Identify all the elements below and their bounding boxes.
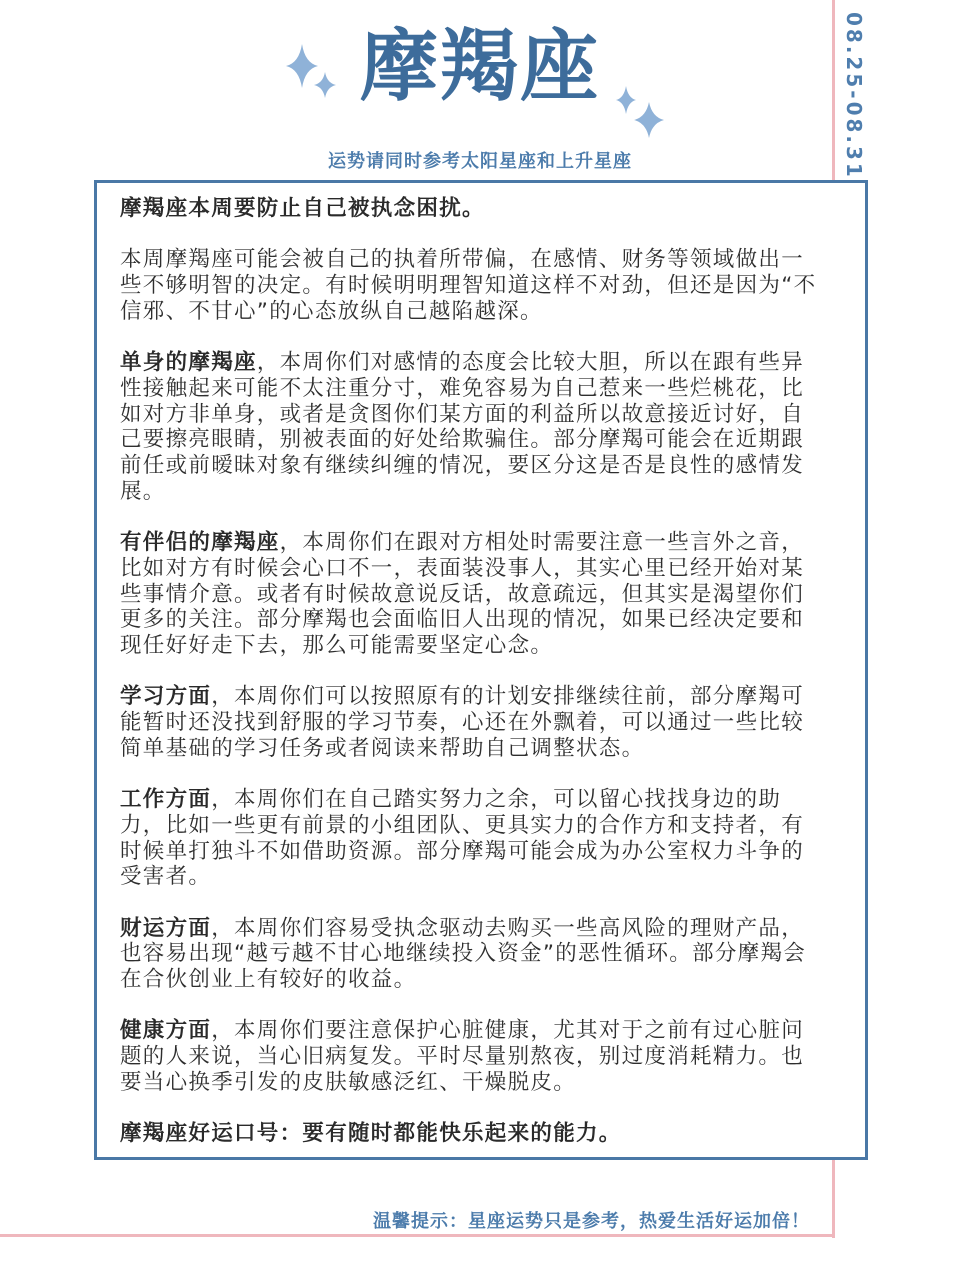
section-health bbox=[120, 1018, 820, 1095]
section-partnered bbox=[120, 530, 820, 659]
slogan-line: 摩羯座好运口号：要有随时都能快乐起来的能力。 bbox=[120, 1121, 622, 1147]
subtitle: 运势请同时参考太阳星座和上升星座 bbox=[328, 151, 632, 172]
section-heading: 单身的摩羯座 bbox=[120, 350, 257, 376]
sparkle-small-left-icon bbox=[314, 72, 336, 98]
section-heading: 健康方面 bbox=[120, 1018, 212, 1044]
section-text: ，本周你们在自己踏实努力之余，可以留心找找身边的助力，比如一些更有前景的小组团队、更具实力的合作方和支持者，有时候单打独斗不如借助资源。部分摩羯可能会成为办公室权力斗争的受害者。 bbox=[120, 787, 805, 890]
summary-line: 摩羯座本周要防止自己被执念困扰。 bbox=[120, 196, 485, 221]
section-text: ，本周你们可以按照原有的计划安排继续往前，部分摩羯可能暂时还没找到舒服的学习节奏，心还在外飘着，可以通过一些比较简单基础的学习任务或者阅读来帮助自己调整状态。 bbox=[120, 684, 805, 761]
footer-tip: 温馨提示：星座运势只是参考，热爱生活好运加倍！ bbox=[373, 1211, 810, 1232]
section-study bbox=[120, 684, 820, 761]
section-heading: 有伴侣的摩羯座 bbox=[120, 530, 280, 556]
section-text: ，本周你们在跟对方相处时需要注意一些言外之音，比如对方有时候会心口不一，表面装没事人，其实心里已经开始对某些事情介意。或者有时候故意说反话，故意疏远，但其实是渴望你们更多的关注。部分摩羯也会面临旧人出现的情况，如果已经决定要和现任好好走下去，那么可能需要坚定心念。 bbox=[120, 530, 805, 658]
section-finance bbox=[120, 916, 820, 993]
section-single bbox=[120, 350, 820, 504]
section-text: ，本周你们容易受执念驱动去购买一些高风险的理财产品，也容易出现“越亏越不甘心地继续投入资金”的恶性循环。部分摩羯会在合伙创业上有较好的收益。 bbox=[120, 915, 807, 992]
section-heading: 学习方面 bbox=[120, 684, 212, 710]
pink-horizontal-line bbox=[0, 1234, 835, 1237]
section-heading: 工作方面 bbox=[120, 787, 212, 813]
section-text: ，本周你们对感情的态度会比较大胆，所以在跟有些异性接触起来可能不太注重分寸，难免容易为自己惹来一些烂桃花，比如对方非单身，或者是贪图你们某方面的利益所以故意接近讨好，自己要擦亮眼睛，别被表面的好处给欺骗住。部分摩羯可能会在近期跟前任或前暧昧对象有继续纠缠的情况，要区分这是否是良性的感情发展。 bbox=[120, 350, 805, 504]
sparkle-large-right-icon bbox=[634, 102, 664, 138]
section-text: ，本周你们要注意保护心脏健康，尤其对于之前有过心脏问题的人来说，当心旧病复发。平时尽量别熬夜，别过度消耗精力。也要当心换季引发的皮肤敏感泛红、干燥脱皮。 bbox=[120, 1018, 805, 1095]
section-work bbox=[120, 787, 820, 890]
section-heading: 财运方面 bbox=[120, 915, 212, 941]
date-range: 08.25-08.31 bbox=[842, 12, 866, 180]
page-title: 摩羯座 bbox=[359, 22, 600, 112]
intro-paragraph: 本周摩羯座可能会被自己的执着所带偏，在感情、财务等领域做出一些不够明智的决定。有时候明明理智知道这样不对劲，但还是因为“不信邪、不甘心”的心态放纵自己越陷越深。 bbox=[120, 247, 817, 324]
horoscope-content bbox=[120, 196, 820, 1173]
